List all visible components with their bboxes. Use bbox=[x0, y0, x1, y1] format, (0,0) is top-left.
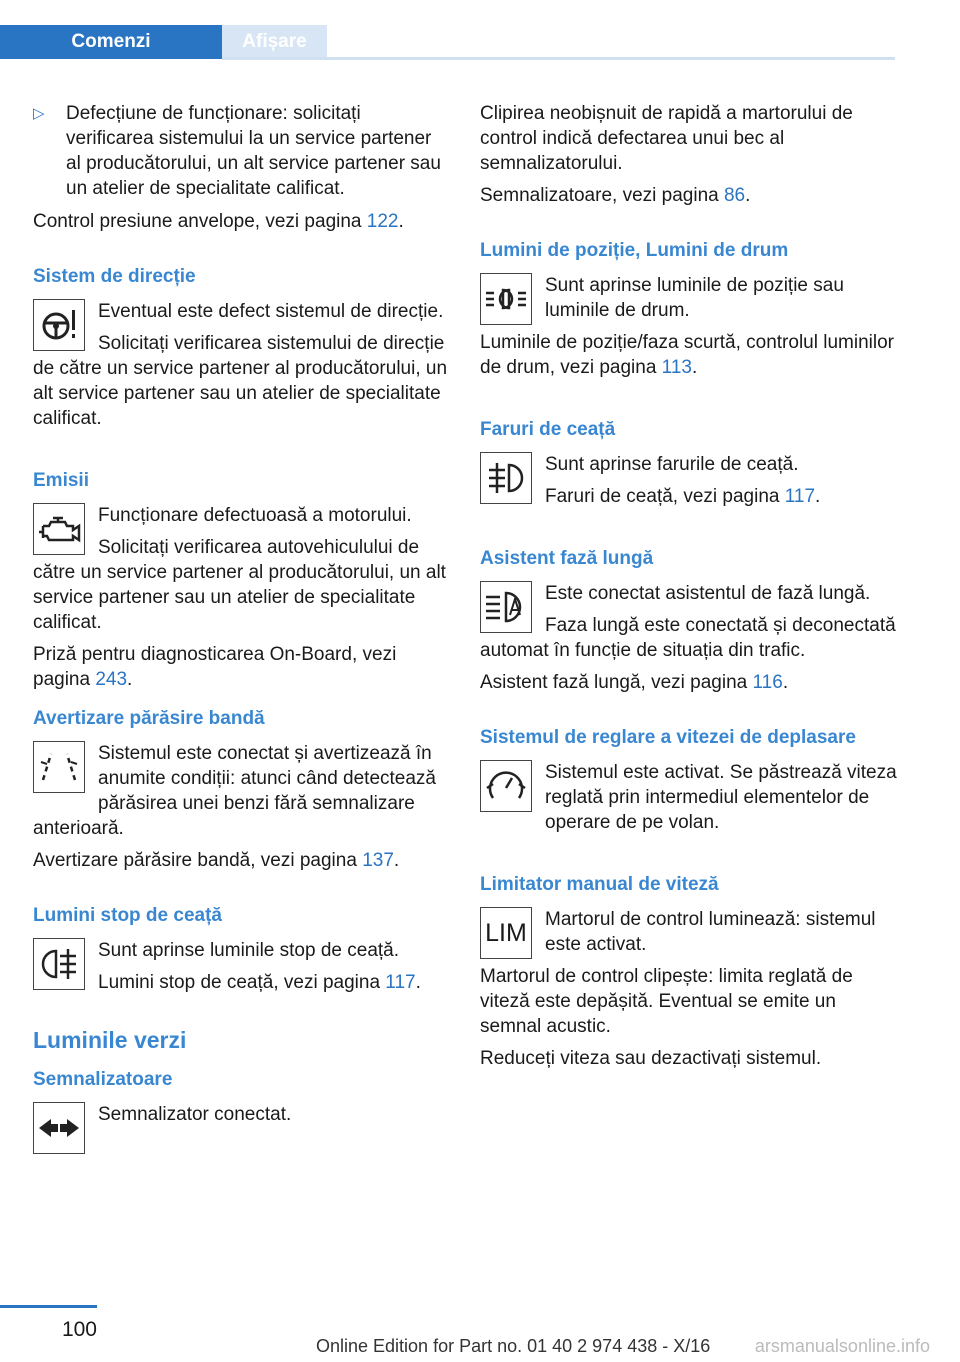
speed-limiter-lim-icon: LIM bbox=[480, 907, 532, 959]
lane-text-1: Sistemul este conectat și avertizează în anumite condiții: atunci când detectează părăsirea unei benzi fără semnalizare anterioară. bbox=[33, 743, 436, 839]
turn-signal-heading: Semnalizatoare bbox=[33, 1069, 173, 1090]
bullet-text: Defecțiune de funcționare: solicitați verificarea sistemului la un service partener al producătorului, un alt service partener sau un atelier de specialitate calificat. bbox=[66, 103, 441, 199]
steering-text-1: Eventual este defect sistemul de direcție. bbox=[98, 301, 444, 322]
page-link[interactable]: 113 bbox=[661, 357, 692, 378]
turn-signal-fast-blink-text: Clipirea neobișnuit de rapidă a martorului de control indică defectarea unui bec al semnalizatorului. bbox=[480, 103, 853, 174]
tire-pressure-ref: Control presiune anvelope, vezi pagina 122. bbox=[33, 211, 404, 232]
parking-text-1: Sunt aprinse luminile de poziție sau luminile de drum. bbox=[545, 275, 844, 321]
page-link[interactable]: 117 bbox=[784, 486, 816, 507]
cruise-text-1: Sistemul este activat. Se păstrează viteza reglată prin intermediul elementelor de operare de pe volan. bbox=[545, 762, 897, 833]
lane-entry bbox=[33, 741, 449, 848]
tab-bar bbox=[0, 25, 895, 61]
cruise-control-icon bbox=[480, 760, 532, 812]
bullet-item bbox=[33, 101, 449, 201]
triangle-bullet-icon: ▷ bbox=[33, 105, 45, 122]
rearfog-heading: Lumini stop de ceață bbox=[33, 905, 222, 926]
rear-fog-light-icon bbox=[33, 938, 85, 990]
green-lights-heading: Luminile verzi bbox=[33, 1027, 187, 1053]
front-fog-light-icon bbox=[480, 452, 532, 504]
limiter-text-1: Martorul de control luminează: sistemul este activat. bbox=[545, 909, 876, 955]
rearfog-ref: Lumini stop de ceață, vezi pagina 117. bbox=[98, 972, 421, 993]
steering-heading: Sistem de direcție bbox=[33, 266, 196, 287]
steering-text-2: Solicitați verificarea sistemului de direcție de către un service partener al producătorului, un alt service partener sau un atelier de specialitate calificat. bbox=[33, 333, 448, 429]
limiter-entry bbox=[480, 907, 898, 1046]
turn-signal-ref: Semnalizatoare, vezi pagina 86. bbox=[480, 185, 751, 206]
rearfog-entry bbox=[33, 938, 449, 1002]
right-column bbox=[480, 101, 898, 1078]
engine-icon bbox=[33, 503, 85, 555]
highbeam-heading: Asistent fază lungă bbox=[480, 548, 654, 569]
page-link[interactable]: 117 bbox=[385, 972, 416, 993]
highbeam-text-1: Este conectat asistentul de fază lungă. bbox=[545, 583, 871, 604]
page-link[interactable]: 243 bbox=[95, 669, 128, 690]
tab-afisare[interactable]: Afișare bbox=[222, 25, 327, 59]
tab-comenzi[interactable]: Comenzi bbox=[0, 25, 222, 59]
frontfog-text-1: Sunt aprinse farurile de ceață. bbox=[545, 454, 799, 475]
steering-entry bbox=[33, 299, 449, 438]
frontfog-ref: Faruri de ceață, vezi pagina 117. bbox=[545, 486, 821, 507]
parking-entry bbox=[480, 273, 898, 387]
page-link[interactable]: 86 bbox=[723, 185, 746, 206]
page-link[interactable]: 122 bbox=[366, 211, 399, 232]
turn-entry bbox=[33, 1102, 449, 1158]
page-link[interactable]: 137 bbox=[362, 850, 394, 871]
limiter-text-2: Martorul de control clipește: limita reglată de viteză este depășită. Eventual se emite un semnal acustic. bbox=[480, 966, 853, 1037]
emissions-entry bbox=[33, 503, 449, 642]
emissions-heading: Emisii bbox=[33, 470, 89, 491]
high-beam-assistant-icon bbox=[480, 581, 532, 633]
limiter-heading: Limitator manual de viteză bbox=[480, 874, 719, 895]
highbeam-entry bbox=[480, 581, 898, 670]
cruise-entry bbox=[480, 760, 898, 842]
footer-accent-bar bbox=[0, 1305, 97, 1308]
turn-signal-arrows-icon bbox=[33, 1102, 85, 1154]
lane-departure-icon bbox=[33, 741, 85, 793]
parking-ref: Luminile de poziție/faza scurtă, controlul luminilor de drum, vezi pagina 113. bbox=[480, 332, 894, 378]
emissions-text-2: Solicitați verificarea autovehiculului de către un service partener al producătorului, un alt service partener sau un atelier de specialitate calificat. bbox=[33, 537, 446, 633]
page-link[interactable]: 116 bbox=[752, 672, 783, 693]
page-number: 100 bbox=[61, 1318, 97, 1341]
highbeam-ref: Asistent fază lungă, vezi pagina 116. bbox=[480, 672, 789, 693]
watermark: arsmanualsonline.info bbox=[754, 1336, 930, 1356]
lane-heading: Avertizare părăsire bandă bbox=[33, 708, 265, 729]
rearfog-text-1: Sunt aprinse luminile stop de ceață. bbox=[98, 940, 400, 961]
cruise-heading: Sistemul de reglare a vitezei de deplasare bbox=[480, 727, 856, 748]
emissions-text-1: Funcționare defectuoasă a motorului. bbox=[98, 505, 412, 526]
edition-footer: Online Edition for Part no. 01 40 2 974 438 - X/16 bbox=[316, 1336, 711, 1356]
tab-underline bbox=[222, 57, 895, 60]
limiter-text-3: Reduceți viteza sau dezactivați sistemul. bbox=[480, 1048, 822, 1069]
left-column bbox=[33, 101, 449, 1158]
turn-text-1: Semnalizator conectat. bbox=[98, 1104, 292, 1125]
diagnostic-ref: Priză pentru diagnosticarea On-Board, vezi pagina 243. bbox=[33, 644, 397, 690]
frontfog-entry bbox=[480, 452, 898, 516]
highbeam-text-2: Faza lungă este conectată și deconectată automat în funcție de situația din trafic. bbox=[480, 615, 896, 661]
parking-lights-icon bbox=[480, 273, 532, 325]
steering-warning-icon bbox=[33, 299, 85, 351]
frontfog-heading: Faruri de ceață bbox=[480, 419, 616, 440]
parking-heading: Lumini de poziție, Lumini de drum bbox=[480, 240, 789, 261]
lane-ref: Avertizare părăsire bandă, vezi pagina 137. bbox=[33, 850, 400, 871]
